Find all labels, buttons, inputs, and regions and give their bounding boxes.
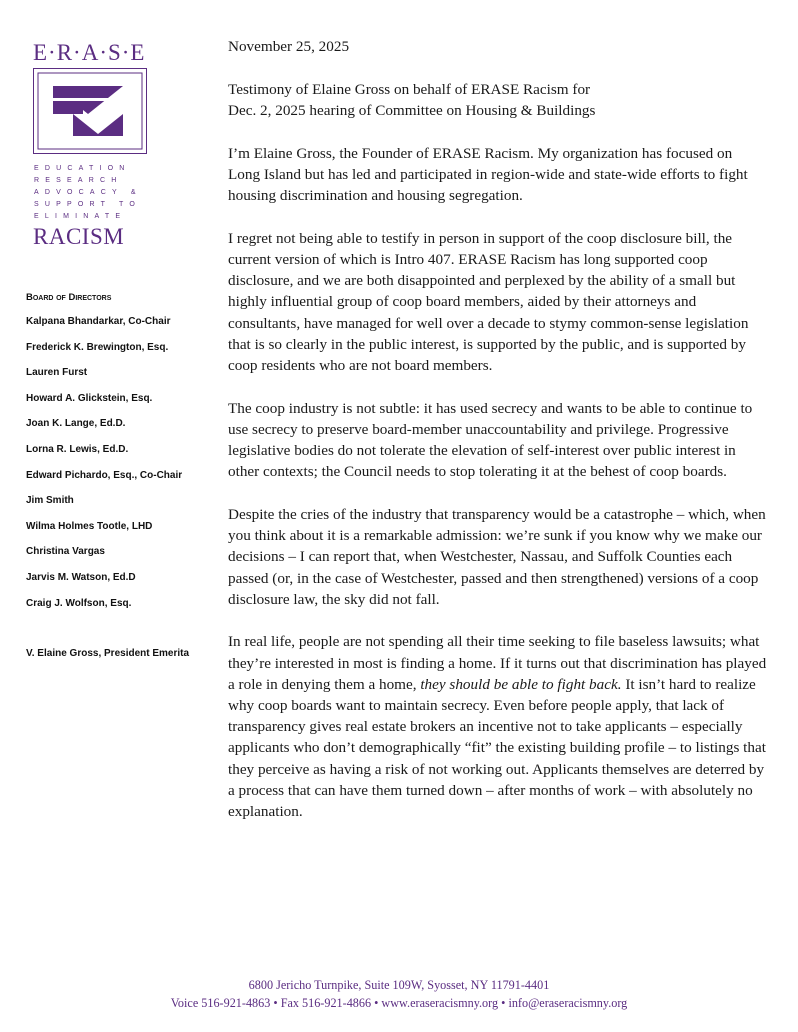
president-emerita: V. Elaine Gross, President Emerita — [26, 648, 190, 659]
board-member: Jim Smith — [26, 495, 74, 507]
footer-contact: Voice 516-921-4863 • Fax 516-921-4866 • www.eraseracismny.org • info@eraseracismny.org — [170, 996, 628, 1010]
subject-line: Dec. 2, 2025 hearing of Committee on Housing & Buildings — [228, 101, 596, 119]
tagline-line: SUPPORT TO — [34, 201, 141, 209]
erase-wordmark: E·R·A·S·E — [33, 40, 146, 65]
subject-line: Testimony of Elaine Gross on behalf of ERASE Racism for — [228, 80, 591, 98]
tagline-line: ADVOCACY & — [34, 189, 142, 197]
board-member: Kalpana Bhandarkar, Co-Chair — [26, 316, 171, 327]
board-member: Edward Pichardo, Esq., Co-Chair — [26, 469, 183, 481]
letter-date: November 25, 2025 — [228, 38, 350, 55]
tagline-line: ELIMINATE — [34, 213, 127, 221]
footer-address: 6800 Jericho Turnpike, Suite 109W, Syosset, NY 11791-4401 — [248, 978, 550, 992]
board-member: Wilma Holmes Tootle, LHD — [26, 520, 153, 532]
paragraph-support: I regret not being able to testify in person in support of the coop disclosure bill, the current version of which is Intro 407. ERASE Racism has long supported coop disclosure, and we are both disappointed and perplexed by the ability of a small but highly influential group of coop board members, aided by their attorneys and consultants, have managed for well over a decade to stymy common-sense legislation that is so clearly in the public interest, is supported by the public, and is supported by coop residents who are not board members. — [228, 229, 749, 374]
tagline-line: EDUCATION — [34, 165, 131, 172]
board-list — [26, 316, 182, 623]
tagline — [34, 163, 156, 223]
letter-subject — [228, 79, 768, 121]
letterhead-footer — [0, 976, 798, 1012]
paragraph-real-life — [228, 631, 768, 822]
board-member: Frederick K. Brewington, Esq. — [26, 341, 169, 353]
erase-logo-icon — [33, 68, 147, 154]
paragraph-counties: Despite the cries of the industry that transparency would be a catastrophe – which, when you think about it is a remarkable admission: we’re sunk if you know why we make our decisions – I can report that, when Westchester, Nassau, and Suffolk Counties each passed (or, in the case of Westchester, passed and then strengthened) versions of a coop disclosure law, the sky did not fall. — [228, 505, 766, 608]
paragraph-text: It isn’t hard to realize why coop boards want to maintain secrecy. Even before people apply, that lack of transparency gives real estate brokers an incentive not to take applicants – especially applicants who don’t demographically “fit” the existing building profile – to listings that they perceive as having a risk of not working out. Applicants themselves are deterred by a process that can have them turned down – after months of work – with absolutely no explanation. — [228, 675, 766, 821]
board-member: Craig J. Wolfson, Esq. — [26, 597, 132, 609]
paragraph-secrecy: The coop industry is not subtle: it has used secrecy and wants to be able to continue to use secrecy to preserve board-member unaccountability and privilege. Progressive legislative bodies do not tolerate the elevation of self-interest over public interest in other contexts; the Council needs to stop tolerating it at the behest of coop boards. — [228, 399, 753, 481]
tagline-line: RESEARCH — [34, 177, 123, 185]
board-member: Lorna R. Lewis, Ed.D. — [26, 443, 129, 455]
paragraph-intro: I’m Elaine Gross, the Founder of ERASE Racism. My organization has focused on Long Island but has led and participated in region-wide and state-wide efforts to fight housing discrimination and housing segregation. — [228, 144, 748, 205]
board-member: Howard A. Glickstein, Esq. — [26, 392, 153, 404]
board-member: Jarvis M. Watson, Ed.D — [26, 571, 136, 583]
board-member: Joan K. Lange, Ed.D. — [26, 418, 126, 430]
letterhead-sidebar — [0, 0, 222, 1032]
letter-body — [228, 36, 768, 844]
board-member: Christina Vargas — [26, 546, 105, 558]
racism-wordmark: RACISM — [33, 224, 125, 249]
emphasis-text: they should be able to fight back. — [420, 675, 622, 693]
board-heading: Board of Directors — [26, 292, 112, 303]
paragraph-text: In real life, people are not spending all their time seeking to file baseless lawsuits; what they’re interested in most is finding a home. If it turns out that discrimination has played a role in denying them a home, — [228, 633, 767, 693]
board-member: Lauren Furst — [26, 367, 88, 379]
